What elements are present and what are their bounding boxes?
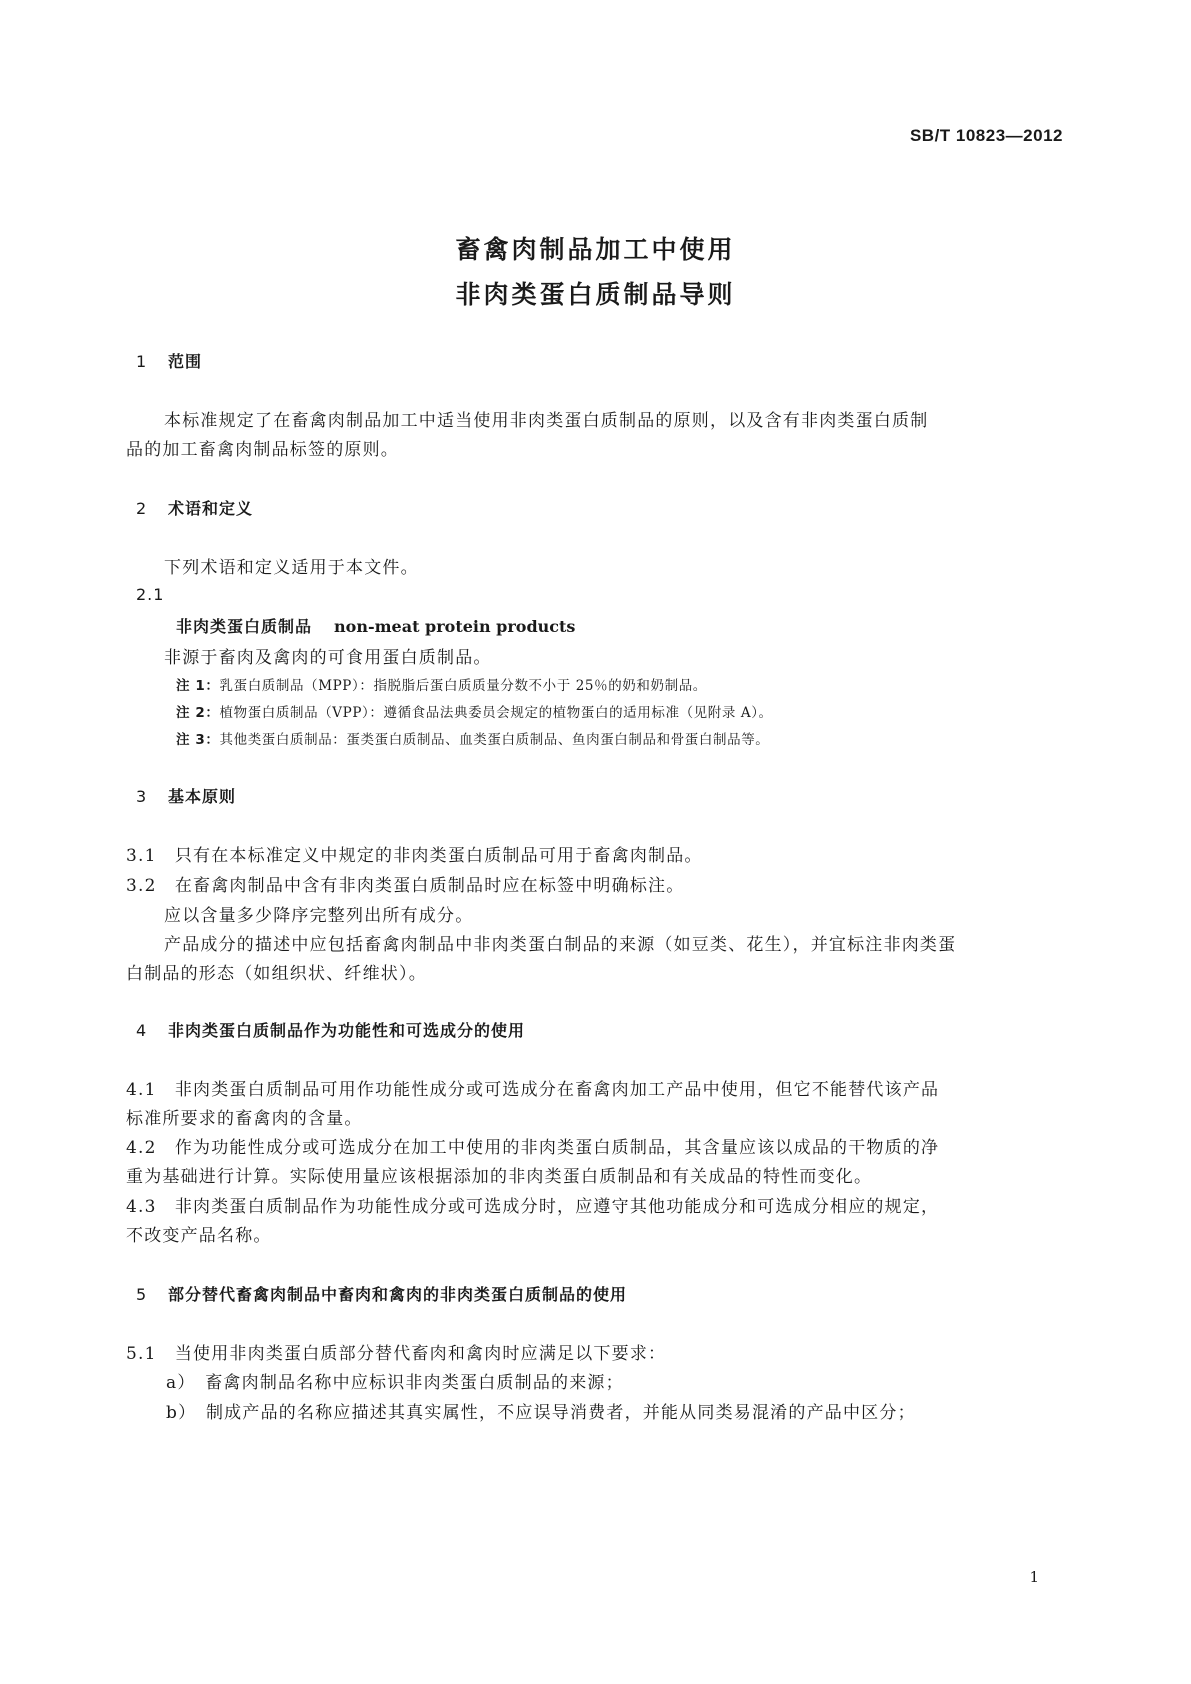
clause-3-2: 3.2 在畜禽肉制品中含有非肉类蛋白质制品时应在标签中明确标注。	[126, 876, 685, 896]
paragraph-line: 下列术语和定义适用于本文件。	[164, 558, 419, 578]
section-number: 1	[136, 352, 148, 371]
page-number: 1	[1029, 1568, 1039, 1586]
clause-number: 2.1	[136, 585, 165, 604]
section-number: 3	[136, 787, 148, 806]
note-label: 注 2：	[176, 705, 220, 721]
standard-code: SB/T 10823—2012	[909, 126, 1063, 145]
paragraph-line: 重为基础进行计算。实际使用量应该根据添加的非肉类蛋白质制品和有关成品的特性而变化。	[126, 1167, 873, 1187]
paragraph-line: 品的加工畜禽肉制品标签的原则。	[126, 440, 399, 460]
note-2	[176, 701, 773, 721]
section-title: 术语和定义	[168, 499, 254, 518]
section-title: 非肉类蛋白质制品作为功能性和可选成分的使用	[168, 1021, 526, 1040]
list-item-b: b） 制成产品的名称应描述其真实属性，不应误导消费者，并能从同类易混淆的产品中区分；	[166, 1403, 916, 1423]
clause-4-1: 4.1 非肉类蛋白质制品可用作功能性成分或可选成分在畜禽肉加工产品中使用，但它不能替代该产品	[126, 1080, 940, 1100]
note-text: 其他类蛋白质制品：蛋类蛋白质制品、血类蛋白质制品、鱼肉蛋白制品和骨蛋白制品等。	[219, 732, 770, 748]
section-title: 范围	[168, 352, 203, 371]
clause-5-1: 5.1 当使用非肉类蛋白质部分替代畜肉和禽肉时应满足以下要求：	[126, 1344, 667, 1364]
paragraph-line: 本标准规定了在畜禽肉制品加工中适当使用非肉类蛋白质制品的原则，以及含有非肉类蛋白质制	[164, 411, 929, 431]
document-title-line-2: 非肉类蛋白质制品导则	[455, 280, 736, 309]
paragraph-line: 产品成分的描述中应包括畜禽肉制品中非肉类蛋白制品的来源（如豆类、花生），并宜标注非肉类蛋	[164, 935, 957, 955]
term-definition: 非源于畜肉及禽肉的可食用蛋白质制品。	[164, 648, 492, 668]
clause-4-2: 4.2 作为功能性成分或可选成分在加工中使用的非肉类蛋白质制品，其含量应该以成品的干物质的净	[126, 1138, 940, 1158]
paragraph-line: 白制品的形态（如组织状、纤维状）。	[126, 964, 427, 984]
document-title-line-1: 畜禽肉制品加工中使用	[455, 235, 736, 264]
note-text: 植物蛋白质制品（VPP）：遵循食品法典委员会规定的植物蛋白的适用标准（见附录 A）。	[219, 705, 773, 721]
section-title: 基本原则	[168, 787, 237, 806]
section-3-heading	[136, 784, 236, 807]
section-4-heading	[136, 1018, 525, 1041]
term-chinese: 非肉类蛋白质制品	[176, 617, 313, 636]
section-1-heading	[136, 349, 202, 372]
section-number: 2	[136, 499, 148, 518]
section-5-heading	[136, 1282, 627, 1305]
note-label: 注 1：	[176, 678, 220, 694]
term-english: non-meat protein products	[334, 617, 576, 636]
paragraph-line: 不改变产品名称。	[126, 1226, 272, 1246]
note-1	[176, 674, 707, 694]
section-number: 4	[136, 1021, 148, 1040]
paragraph-line: 应以含量多少降序完整列出所有成分。	[164, 906, 474, 926]
term-entry	[176, 614, 575, 637]
paragraph-line: 标准所要求的畜禽肉的含量。	[126, 1109, 363, 1129]
note-3	[176, 728, 769, 748]
note-label: 注 3：	[176, 732, 220, 748]
section-2-heading	[136, 496, 253, 519]
note-text: 乳蛋白质制品（MPP）：指脱脂后蛋白质质量分数不小于 25％的奶和奶制品。	[219, 678, 707, 694]
section-number: 5	[136, 1285, 148, 1304]
section-title: 部分替代畜禽肉制品中畜肉和禽肉的非肉类蛋白质制品的使用	[168, 1285, 628, 1304]
list-item-a: a） 畜禽肉制品名称中应标识非肉类蛋白质制品的来源；	[166, 1373, 624, 1393]
clause-4-3: 4.3 非肉类蛋白质制品作为功能性成分或可选成分时，应遵守其他功能成分和可选成分相应的规定，	[126, 1197, 940, 1217]
clause-3-1: 3.1 只有在本标准定义中规定的非肉类蛋白质制品可用于畜禽肉制品。	[126, 846, 703, 866]
